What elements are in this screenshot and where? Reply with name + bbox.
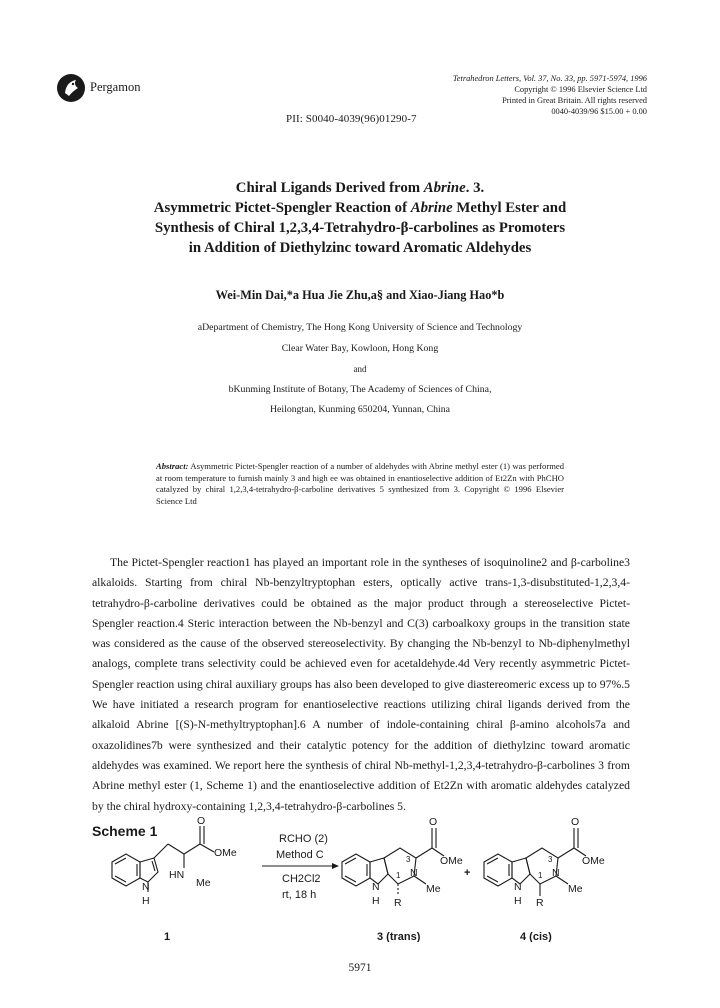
abstract-label: Abstract: bbox=[156, 461, 189, 471]
solvent-label: CH2Cl2 bbox=[282, 873, 321, 885]
title-text: Synthesis of Chiral 1,2,3,4-Tetrahydro-β-carbolines as Promoters bbox=[154, 220, 566, 236]
copyright-line: Copyright © 1996 Elsevier Science Ltd bbox=[514, 85, 647, 94]
position-label: 1 bbox=[538, 871, 543, 880]
abstract bbox=[156, 461, 564, 507]
plus-sign: + bbox=[464, 867, 471, 879]
scheme-1-reaction bbox=[92, 812, 652, 942]
position-label: 1 bbox=[396, 871, 401, 880]
compound-4-structure bbox=[484, 816, 605, 909]
atom-label: O bbox=[429, 816, 438, 828]
atom-label: N bbox=[142, 881, 150, 893]
atom-label: R bbox=[394, 897, 402, 909]
reagent-label: RCHO (2) bbox=[279, 833, 328, 845]
author-list: Wei-Min Dai,*a Hua Jie Zhu,a§ and Xiao-Jiang Hao*b bbox=[215, 288, 505, 302]
pii-identifier: PII: S0040-4039(96)01290-7 bbox=[286, 113, 417, 125]
compound-1-structure bbox=[112, 815, 237, 907]
conditions-label: rt, 18 h bbox=[282, 889, 317, 901]
price-line: 0040-4039/96 $15.00 + 0.00 bbox=[551, 107, 647, 116]
affiliation-b-address: Heilongtan, Kunming 650204, Yunnan, China bbox=[269, 404, 451, 415]
publisher-name: Pergamon bbox=[90, 80, 141, 94]
position-label: 3 bbox=[406, 855, 411, 864]
reaction-arrow bbox=[262, 833, 339, 901]
affiliation-a: aDepartment of Chemistry, The Hong Kong University of Science and Technology bbox=[197, 322, 523, 333]
title-text: Chiral Ligands Derived from bbox=[235, 180, 424, 196]
atom-label: N bbox=[372, 881, 380, 893]
method-label: Method C bbox=[276, 849, 324, 861]
compound-4-label: 4 (cis) bbox=[520, 931, 552, 942]
title-text: Methyl Ester and bbox=[452, 200, 567, 216]
atom-label: O bbox=[197, 815, 206, 827]
atom-label: N bbox=[552, 867, 560, 879]
affiliations bbox=[60, 318, 660, 421]
title-text: in Addition of Diethylzinc toward Aromatic Aldehydes bbox=[188, 240, 532, 256]
journal-reference bbox=[347, 73, 647, 117]
title-italic: Abrine bbox=[423, 180, 466, 196]
abstract-text: Asymmetric Pictet-Spengler reaction of a number of aldehydes with Abrine methyl ester (1) was performed at room temperature to furnish mainly 3 and high ee was obtained in enantioselective addition of Et2Zn with PhCHO catalyzed by chiral 1,2,3,4-tetrahydro-β-carboline derivatives 5 synthesized from 3. Copyright © 1996 Elsevier Science Ltd bbox=[156, 461, 564, 506]
compound-3-label: 3 (trans) bbox=[377, 931, 421, 942]
journal-citation: Tetrahedron Letters, Vol. 37, No. 33, pp. 5971-5974, 1996 bbox=[452, 74, 647, 83]
atom-label: H bbox=[372, 895, 380, 907]
atom-label: OMe bbox=[214, 847, 237, 859]
affiliation-a-address: Clear Water Bay, Kowloon, Hong Kong bbox=[281, 342, 439, 354]
compound-3-structure bbox=[342, 816, 463, 909]
atom-label: R bbox=[536, 897, 544, 909]
position-label: 3 bbox=[548, 855, 553, 864]
atom-label: Me bbox=[426, 883, 441, 895]
paper-title bbox=[60, 178, 660, 258]
atom-label: OMe bbox=[582, 855, 605, 867]
atom-label: N bbox=[514, 881, 522, 893]
atom-label: Me bbox=[568, 883, 583, 895]
scheme-label: Scheme 1 bbox=[92, 823, 158, 839]
pergamon-logo bbox=[56, 73, 86, 103]
atom-label: OMe bbox=[440, 855, 463, 867]
compound-1-label: 1 bbox=[164, 931, 171, 942]
atom-label: HN bbox=[169, 869, 185, 881]
atom-label: H bbox=[142, 895, 150, 907]
atom-label: Me bbox=[196, 877, 211, 889]
title-text: Asymmetric Pictet-Spengler Reaction of bbox=[153, 200, 411, 216]
atom-label: O bbox=[571, 816, 580, 828]
title-italic: Abrine bbox=[410, 200, 453, 216]
body-paragraph: The Pictet-Spengler reaction1 has played an important role in the syntheses of isoquinoline2 and β-carboline3 alkaloids. Starting from chiral Nb-benzyltryptophan esters, optically active trans-1,3-disubstituted-1,2,3,4-tetrahydro-β-carboline derivatives could be obtained as the major product through a stereoselective Pictet-Spengler reaction.4 Steric interaction between the Nb-benzyl and C(3) carboalkoxy groups in the transition state was considered as the cause of the observed stereoselectivity. By changing the Nb-benzyl to Nb-diphenylmethyl analogs, complete trans selectivity could be achieved even for acetaldehyde.4d Very recently asymmetric Pictet-Spengler reaction using chiral auxiliary groups has also been developed to give diastereomeric excess up to 97%.5 We have initiated a research program for enantioselective reactions utilizing chiral ligands derived from the alkaloid Abrine [(S)-N-methyltryptophan].6 A number of indole-containing chiral β-amino alcohols7a and oxazolidines7b were synthesized and their catalytic potency for the addition of diethylzinc toward aromatic aldehydes was examined. We report here the synthesis of chiral Nb-methyl-1,2,3,4-tetrahydro-β-carbolines 3 from Abrine methyl ester (1, Scheme 1) and the enantioselective addition of Et2Zn with aromatic aldehydes catalyzed by the chiral hydroxy-containing 1,2,3,4-tetrahydro-β-carbolines 5. bbox=[92, 556, 630, 813]
atom-label: N bbox=[410, 867, 418, 879]
atom-label: H bbox=[514, 895, 522, 907]
page-number: 5971 bbox=[348, 962, 372, 974]
title-text: . 3. bbox=[465, 180, 485, 196]
printed-line: Printed in Great Britain. All rights reserved bbox=[502, 96, 647, 105]
affiliation-b: bKunming Institute of Botany, The Academy of Sciences of China, bbox=[228, 383, 492, 395]
affiliation-and: and bbox=[353, 364, 367, 374]
